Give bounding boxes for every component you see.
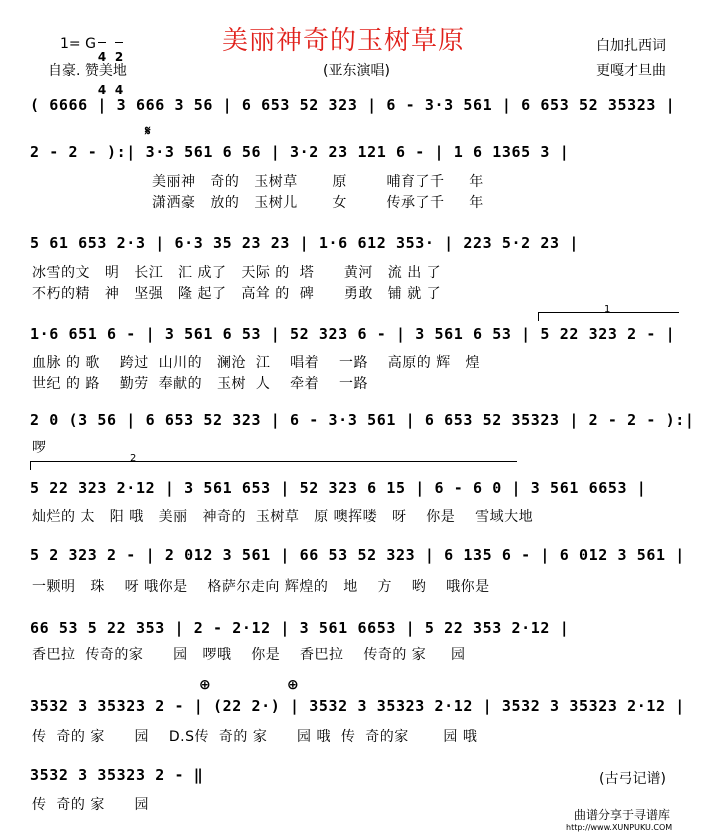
time-denominator: 4: [97, 83, 107, 97]
system-10-lyrics-1: 传 奇的 家 园: [32, 797, 150, 813]
coda-icon-2: ⊕: [287, 677, 299, 693]
system-6-notes: 5 22 323 2·12 | 3 561 653 | 52 323 6 15 | 6 - 6 0 | 3 561 6653 |: [30, 479, 647, 497]
system-8-notes: 66 53 5 22 353 | 2 - 2·12 | 3 561 6653 | 5 22 353 2·12 |: [30, 619, 570, 637]
transcriber-credit: (古弓记谱): [599, 771, 666, 787]
volta-2-number: 2: [130, 453, 137, 464]
time-signature-divider: [98, 42, 106, 43]
system-8-lyrics-1: 香巴拉 传奇的家 园 啰哦 你是 香巴拉 传奇的 家 园: [32, 647, 466, 663]
system-4-lyrics-2: 世纪 的 路 勤劳 奉献的 玉树 人 牵着 一路: [32, 376, 368, 392]
volta-1-number: 1: [604, 304, 611, 315]
system-7-notes: 5 2 323 2 - | 2 012 3 561 | 66 53 52 323 | 6 135 6 - | 6 012 3 561 |: [30, 546, 685, 564]
volta-2-bracket: [30, 461, 517, 470]
system-5-notes: 2 0 (3 56 | 6 653 52 323 | 6 - 3·3 561 | 6 653 52 35323 | 2 - 2 - ):|: [30, 411, 695, 429]
singer: (亚东演唱): [323, 63, 390, 79]
site-url[interactable]: http://www.XUNPUKU.COM: [566, 823, 673, 832]
time-numerator: 4: [97, 50, 107, 64]
composer: 更嘎才旦曲: [596, 63, 666, 79]
key-signature: 1= G: [60, 36, 96, 52]
time2-numerator: 2: [114, 50, 124, 64]
time-signature2-divider: [115, 42, 123, 43]
system-9-lyrics-1: 传 奇的 家 园 D.S传 奇的 家 园 哦 传 奇的家 园 哦: [32, 729, 478, 745]
system-3-lyrics-2: 不朽的精 神 坚强 隆 起了 高耸 的 碑 勇敢 铺 就 了: [32, 286, 442, 302]
system-2-lyrics-1: 美丽神 奇的 玉树草 原 哺育了千 年: [152, 174, 484, 190]
system-1-notes: ( 6666 | 3 666 3 56 | 6 653 52 323 | 6 - 3·3 561 | 6 653 52 35323 |: [30, 96, 676, 114]
system-5-lyrics-1: 啰: [32, 440, 47, 456]
segno-icon: 𝄋: [145, 124, 151, 139]
system-2-notes: 2 - 2 - ):| 3·3 561 6 56 | 3·2 23 121 6 - | 1 6 1365 3 |: [30, 143, 570, 161]
system-4-notes: 1·6 651 6 - | 3 561 6 53 | 52 323 6 - | 3 561 6 53 | 5 22 323 2 - |: [30, 325, 676, 343]
system-3-notes: 5 61 653 2·3 | 6·3 35 23 23 | 1·6 612 353· | 223 5·2 23 |: [30, 234, 579, 252]
mood-marking: 自豪. 赞美地: [48, 63, 127, 79]
system-3-lyrics-1: 冰雪的文 明 长江 汇 成了 天际 的 塔 黄河 流 出 了: [32, 265, 442, 281]
system-10-notes: 3532 3 35323 2 - ‖: [30, 766, 204, 784]
time2-denominator: 4: [114, 83, 124, 97]
coda-icon: ⊕: [199, 677, 211, 693]
system-2-lyrics-2: 潇洒豪 放的 玉树儿 女 传承了千 年: [152, 195, 484, 211]
system-6-lyrics-1: 灿烂的 太 阳 哦 美丽 神奇的 玉树草 原 噢挥喽 呀 你是 雪域大地: [32, 509, 534, 525]
system-4-lyrics-1: 血脉 的 歌 跨过 山川的 澜沧 江 唱着 一路 高原的 辉 煌: [32, 355, 481, 371]
system-9-notes: 3532 3 35323 2 - | (22 2·) | 3532 3 35323 2·12 | 3532 3 35323 2·12 |: [30, 697, 685, 715]
site-label: 曲谱分享于寻谱库: [574, 808, 671, 822]
system-7-lyrics-1: 一颗明 珠 呀 哦你是 格萨尔走向 辉煌的 地 方 哟 哦你是: [32, 579, 490, 595]
song-title: 美丽神奇的玉树草原: [222, 26, 466, 56]
lyricist: 白加扎西词: [596, 38, 666, 54]
